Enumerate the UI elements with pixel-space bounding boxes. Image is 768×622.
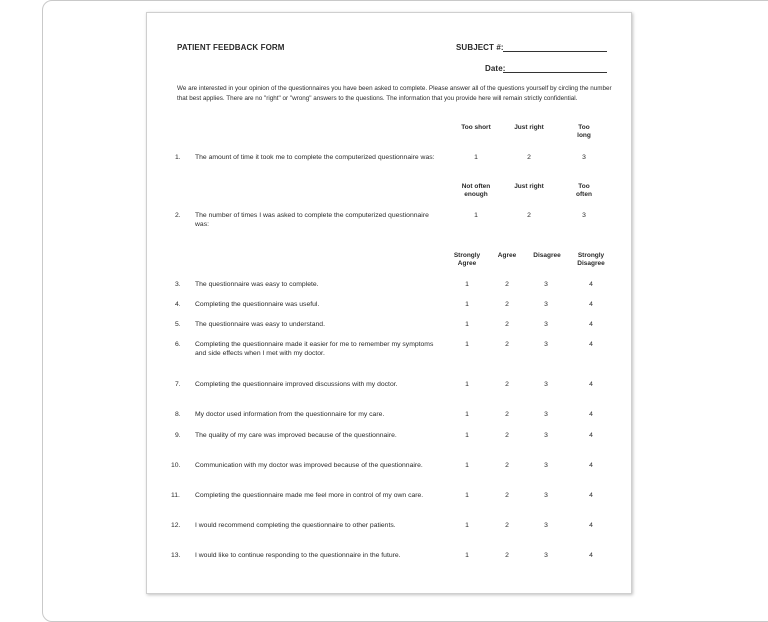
option-value[interactable]: 3 (544, 552, 548, 559)
option-value[interactable]: 2 (505, 381, 509, 388)
question-number: 6. (175, 341, 181, 348)
option-value[interactable]: 1 (465, 552, 469, 559)
option-value[interactable]: 4 (589, 522, 593, 529)
option-value[interactable]: 2 (505, 341, 509, 348)
question-number: 7. (175, 381, 181, 388)
feedback-form-page (146, 12, 632, 594)
option-value[interactable]: 1 (465, 281, 469, 288)
option-value[interactable]: 2 (505, 301, 509, 308)
question-text: My doctor used information from the questionnaire for my care. (195, 411, 385, 418)
question-number: 12. (171, 522, 181, 529)
option-value[interactable]: 1 (474, 154, 478, 161)
option-value[interactable]: 1 (465, 321, 469, 328)
question-text: I would recommend completing the questionnaire to other patients. (195, 522, 396, 529)
question-text: The quality of my care was improved because of the questionnaire. (195, 432, 397, 439)
question-text: The amount of time it took me to complete the computerized questionnaire was: (195, 154, 435, 161)
subject-label: SUBJECT #: (456, 43, 504, 52)
instructions-text: We are interested in your opinion of the questionnaires you have been asked to complete. Please answer all of the questions yourself by circling the number that best applies. There are no "right" or "wrong" answers to the questions. The information that you provide here will remain strictly confidential. (177, 85, 612, 102)
date-field[interactable] (503, 72, 607, 73)
question-text: Completing the questionnaire was useful. (195, 301, 320, 308)
option-value[interactable]: 1 (465, 411, 469, 418)
option-value[interactable]: 1 (465, 341, 469, 348)
option-value[interactable]: 2 (505, 432, 509, 439)
question-number: 1. (175, 154, 181, 161)
header-too-often: Too often (576, 183, 592, 198)
question-number: 11. (171, 492, 180, 499)
header-just-right-freq: Just right (514, 183, 544, 190)
option-value[interactable]: 4 (589, 321, 593, 328)
header-strongly-disagree: Strongly Disagree (577, 252, 605, 267)
option-value[interactable]: 2 (505, 462, 509, 469)
option-value[interactable]: 3 (544, 411, 548, 418)
option-value[interactable]: 4 (589, 411, 593, 418)
question-text: I would like to continue responding to the questionnaire in the future. (195, 552, 401, 559)
question-number: 5. (175, 321, 181, 328)
question-text: The questionnaire was easy to understand. (195, 321, 325, 328)
option-value[interactable]: 2 (527, 212, 531, 219)
option-value[interactable]: 2 (505, 522, 509, 529)
question-text: Communication with my doctor was improved because of the questionnaire. (195, 462, 423, 469)
header-just-right: Just right (514, 124, 544, 131)
question-number: 8. (175, 411, 181, 418)
option-value[interactable]: 4 (589, 281, 593, 288)
option-value[interactable]: 2 (505, 321, 509, 328)
header-agree: Agree (497, 252, 517, 259)
question-text: The questionnaire was easy to complete. (195, 281, 319, 288)
header-too-short: Too short (461, 124, 491, 131)
option-value[interactable]: 3 (544, 341, 548, 348)
option-value[interactable]: 1 (465, 381, 469, 388)
option-value[interactable]: 4 (589, 492, 593, 499)
option-value[interactable]: 3 (544, 522, 548, 529)
option-value[interactable]: 3 (544, 462, 548, 469)
option-value[interactable]: 1 (465, 492, 469, 499)
option-value[interactable]: 2 (527, 154, 531, 161)
option-value[interactable]: 2 (505, 552, 509, 559)
option-value[interactable]: 3 (544, 281, 548, 288)
subject-field[interactable] (503, 51, 607, 52)
option-value[interactable]: 2 (505, 492, 509, 499)
header-too-long: Too long (577, 124, 591, 139)
question-number: 2. (175, 212, 181, 219)
question-text: Completing the questionnaire improved discussions with my doctor. (195, 381, 398, 388)
option-value[interactable]: 1 (465, 462, 469, 469)
header-strongly-agree: Strongly Agree (453, 252, 481, 267)
option-value[interactable]: 3 (544, 301, 548, 308)
option-value[interactable]: 4 (589, 341, 593, 348)
option-value[interactable]: 1 (465, 522, 469, 529)
option-value[interactable]: 1 (474, 212, 478, 219)
option-value[interactable]: 3 (544, 381, 548, 388)
question-text: Completing the questionnaire made it easier for me to remember my symptoms and side effects when I met with my doctor. (195, 341, 434, 357)
option-value[interactable]: 4 (589, 381, 593, 388)
option-value[interactable]: 4 (589, 552, 593, 559)
option-value[interactable]: 1 (465, 301, 469, 308)
question-number: 4. (175, 301, 181, 308)
header-disagree: Disagree (533, 252, 561, 259)
date-label: Date: (485, 64, 506, 73)
question-number: 3. (175, 281, 181, 288)
header-not-often-enough: Not often enough (461, 183, 491, 198)
question-text: Completing the questionnaire made me feel more in control of my own care. (195, 492, 424, 499)
question-number: 10. (171, 462, 181, 469)
option-value[interactable]: 3 (544, 492, 548, 499)
form-title: PATIENT FEEDBACK FORM (177, 43, 285, 52)
question-number: 13. (171, 552, 181, 559)
option-value[interactable]: 3 (544, 321, 548, 328)
option-value[interactable]: 2 (505, 411, 509, 418)
option-value[interactable]: 3 (582, 154, 586, 161)
option-value[interactable]: 2 (505, 281, 509, 288)
option-value[interactable]: 4 (589, 301, 593, 308)
question-text: The number of times I was asked to complete the computerized questionnaire was: (195, 212, 429, 228)
option-value[interactable]: 3 (544, 432, 548, 439)
option-value[interactable]: 4 (589, 462, 593, 469)
option-value[interactable]: 1 (465, 432, 469, 439)
option-value[interactable]: 4 (589, 432, 593, 439)
option-value[interactable]: 3 (582, 212, 586, 219)
question-number: 9. (175, 432, 181, 439)
